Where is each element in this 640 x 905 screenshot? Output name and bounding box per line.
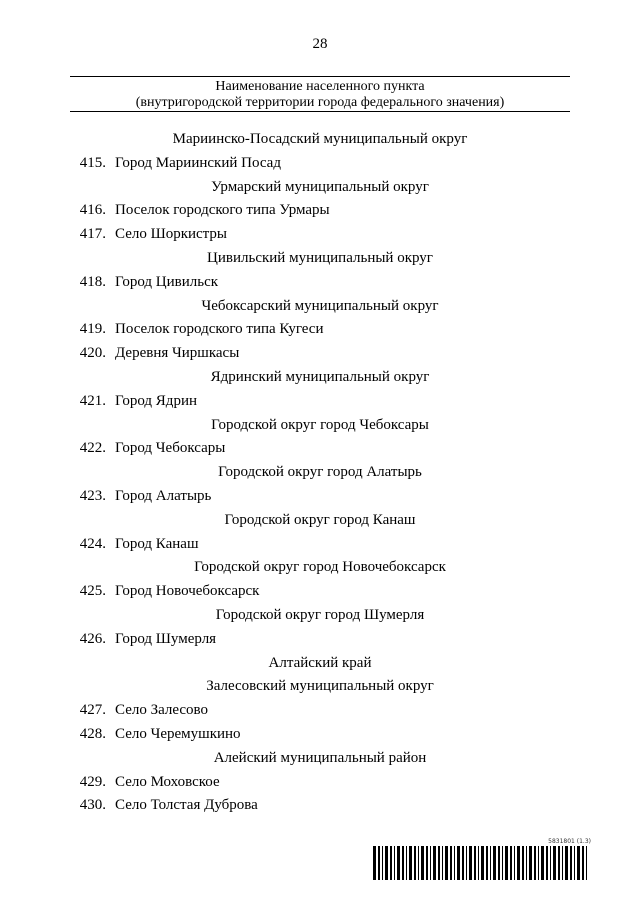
list-item <box>0 437 640 461</box>
list-item <box>0 699 640 723</box>
list-item <box>0 271 640 295</box>
item-number: 418. <box>79 273 106 290</box>
item-name: Село Шоркистры <box>115 226 228 243</box>
page-number: 28 <box>312 36 328 52</box>
item-name: Город Канаш <box>115 535 199 552</box>
settlement-list <box>0 128 640 818</box>
item-name: Город Чебоксары <box>115 440 226 457</box>
list-item <box>0 390 640 414</box>
table-header <box>70 79 570 111</box>
item-number: 421. <box>79 392 106 409</box>
item-name: Деревня Чиршкасы <box>115 345 240 362</box>
item-number: 423. <box>79 487 106 504</box>
barcode <box>373 838 591 880</box>
list-item <box>0 628 640 652</box>
region-heading: Цивильский муниципальный округ <box>207 249 433 266</box>
region-heading: Городской округ город Новочебоксарск <box>194 559 446 576</box>
barcode-label: 5831801 (1.3) <box>548 838 591 845</box>
item-name: Город Цивильск <box>115 273 219 290</box>
item-name: Город Шумерля <box>115 630 217 647</box>
list-item <box>0 223 640 247</box>
item-number: 427. <box>79 702 106 719</box>
list-item <box>0 342 640 366</box>
region-heading: Городской округ город Шумерля <box>215 606 425 623</box>
list-item <box>0 771 640 795</box>
item-number: 429. <box>79 773 106 790</box>
list-item <box>0 318 640 342</box>
item-number: 415. <box>79 154 106 171</box>
item-number: 424. <box>79 535 106 552</box>
table-header-top-rule <box>70 76 570 77</box>
item-number: 430. <box>79 797 106 814</box>
table-header-bottom-rule <box>70 111 570 112</box>
item-number: 428. <box>79 725 106 742</box>
item-name: Город Мариинский Посад <box>115 154 281 171</box>
list-item <box>0 580 640 604</box>
barcode-bars <box>373 846 591 880</box>
item-name: Город Алатырь <box>115 487 212 504</box>
table-header-line1: Наименование населенного пункта <box>215 79 425 94</box>
region-heading: Алтайский край <box>268 654 372 671</box>
item-name: Село Толстая Дуброва <box>115 797 258 814</box>
item-name: Поселок городского типа Урмары <box>115 202 330 219</box>
item-number: 425. <box>79 583 106 600</box>
item-number: 422. <box>79 440 106 457</box>
region-heading: Городской округ город Канаш <box>224 511 416 528</box>
item-number: 426. <box>79 630 106 647</box>
region-heading: Алейский муниципальный район <box>213 749 427 766</box>
list-item <box>0 152 640 176</box>
item-name: Город Ядрин <box>115 392 197 409</box>
item-name: Село Моховское <box>115 773 220 790</box>
table-header-line2: (внутригородской территории города федерального значения) <box>135 95 505 110</box>
list-item <box>0 485 640 509</box>
region-heading: Ядринский муниципальный округ <box>210 368 430 385</box>
region-heading: Чебоксарский муниципальный округ <box>201 297 439 314</box>
list-item <box>0 533 640 557</box>
region-heading: Городской округ город Алатырь <box>218 464 422 481</box>
region-heading: Городской округ город Чебоксары <box>211 416 429 433</box>
item-name: Поселок городского типа Кугеси <box>115 321 324 338</box>
region-heading: Залесовский муниципальный округ <box>206 678 434 695</box>
item-number: 420. <box>79 345 106 362</box>
item-number: 417. <box>79 226 106 243</box>
list-item <box>0 723 640 747</box>
item-number: 416. <box>79 202 106 219</box>
region-heading: Мариинско-Посадский муниципальный округ <box>172 131 468 147</box>
item-name: Город Новочебоксарск <box>115 583 260 600</box>
list-item <box>0 794 640 818</box>
item-number: 419. <box>79 321 106 338</box>
region-heading: Урмарский муниципальный округ <box>211 178 429 195</box>
item-name: Село Залесово <box>115 702 209 719</box>
list-item <box>0 199 640 223</box>
item-name: Село Черемушкино <box>115 725 241 742</box>
